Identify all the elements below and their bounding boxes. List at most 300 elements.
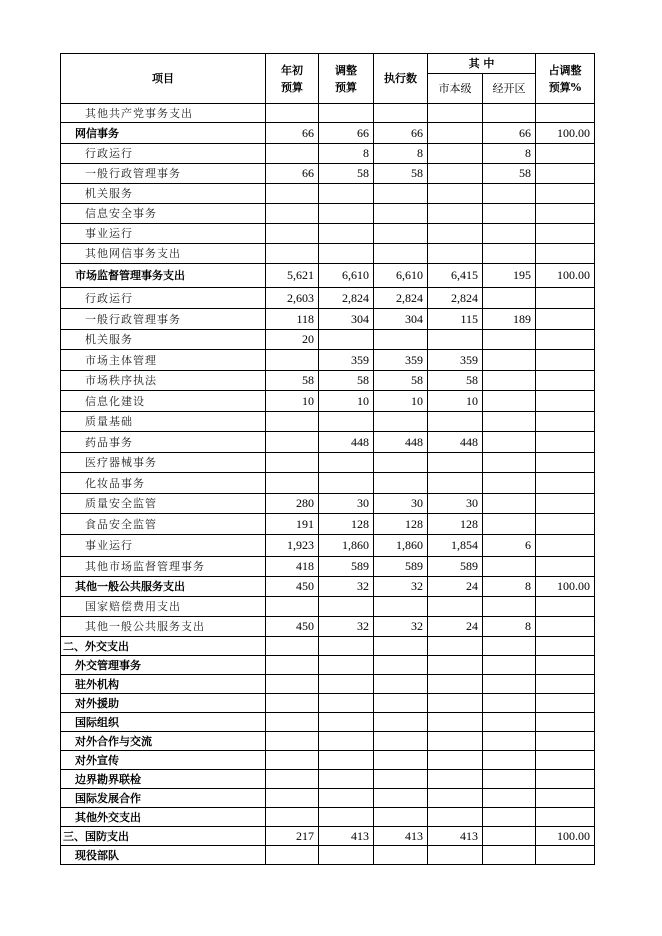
row-value bbox=[536, 557, 595, 577]
row-value: 448 bbox=[374, 432, 428, 453]
row-value bbox=[319, 770, 374, 789]
row-value bbox=[266, 751, 319, 770]
row-value bbox=[319, 104, 374, 123]
row-value bbox=[319, 789, 374, 808]
row-value: 589 bbox=[319, 557, 374, 577]
row-value bbox=[266, 432, 319, 453]
row-value bbox=[374, 846, 428, 865]
row-value bbox=[266, 637, 319, 656]
row-value bbox=[266, 732, 319, 751]
row-value bbox=[319, 597, 374, 617]
row-value bbox=[536, 330, 595, 350]
row-value bbox=[374, 184, 428, 204]
row-item-name: 市场监督管理事务支出 bbox=[61, 264, 266, 288]
row-value bbox=[536, 412, 595, 432]
row-value bbox=[483, 412, 536, 432]
row-value bbox=[536, 184, 595, 204]
row-value bbox=[536, 656, 595, 675]
row-item-name: 对外宣传 bbox=[61, 751, 266, 770]
table-body bbox=[61, 104, 595, 865]
table-row bbox=[61, 391, 595, 412]
row-value bbox=[428, 751, 483, 770]
row-value bbox=[374, 412, 428, 432]
row-item-name: 一般行政管理事务 bbox=[61, 309, 266, 330]
table-row bbox=[61, 184, 595, 204]
row-item-name: 市场秩序执法 bbox=[61, 371, 266, 391]
row-value bbox=[536, 789, 595, 808]
row-value: 66 bbox=[319, 123, 374, 144]
row-value: 128 bbox=[319, 514, 374, 535]
row-value: 448 bbox=[428, 432, 483, 453]
row-value bbox=[266, 808, 319, 827]
row-value bbox=[536, 453, 595, 473]
row-value bbox=[536, 675, 595, 694]
row-item-name: 三、国防支出 bbox=[61, 827, 266, 846]
row-value: 359 bbox=[319, 350, 374, 371]
row-value bbox=[428, 846, 483, 865]
row-value bbox=[428, 675, 483, 694]
table-row bbox=[61, 577, 595, 597]
row-value bbox=[266, 104, 319, 123]
row-value bbox=[483, 432, 536, 453]
row-value: 448 bbox=[319, 432, 374, 453]
col-header-share-pct: 占调整 预算% bbox=[536, 54, 595, 104]
row-value bbox=[536, 204, 595, 224]
row-value bbox=[266, 789, 319, 808]
row-value: 66 bbox=[266, 164, 319, 184]
row-value: 304 bbox=[319, 309, 374, 330]
row-value bbox=[428, 123, 483, 144]
row-value bbox=[428, 104, 483, 123]
row-value: 100.00 bbox=[536, 264, 595, 288]
row-value: 189 bbox=[483, 309, 536, 330]
row-value bbox=[536, 617, 595, 637]
row-value bbox=[428, 473, 483, 494]
row-value bbox=[374, 597, 428, 617]
row-value: 66 bbox=[483, 123, 536, 144]
table-row bbox=[61, 789, 595, 808]
table-row bbox=[61, 123, 595, 144]
row-value bbox=[483, 204, 536, 224]
row-value bbox=[374, 694, 428, 713]
row-value: 118 bbox=[266, 309, 319, 330]
table-row bbox=[61, 494, 595, 514]
table-row bbox=[61, 371, 595, 391]
row-value: 8 bbox=[483, 577, 536, 597]
row-value bbox=[483, 557, 536, 577]
row-value: 2,824 bbox=[374, 288, 428, 309]
row-value: 6,415 bbox=[428, 264, 483, 288]
row-value bbox=[483, 732, 536, 751]
row-value bbox=[536, 597, 595, 617]
row-value: 58 bbox=[428, 371, 483, 391]
row-value: 32 bbox=[374, 577, 428, 597]
table-row bbox=[61, 770, 595, 789]
row-value bbox=[428, 732, 483, 751]
row-value: 2,824 bbox=[319, 288, 374, 309]
row-value bbox=[536, 371, 595, 391]
row-value bbox=[374, 473, 428, 494]
row-value: 128 bbox=[374, 514, 428, 535]
col-header-executed: 执行数 bbox=[374, 54, 428, 104]
table-row bbox=[61, 473, 595, 494]
table-row bbox=[61, 846, 595, 865]
row-value bbox=[483, 350, 536, 371]
row-value: 1,923 bbox=[266, 535, 319, 557]
row-value: 66 bbox=[266, 123, 319, 144]
row-value: 10 bbox=[266, 391, 319, 412]
row-value bbox=[483, 184, 536, 204]
row-value bbox=[374, 224, 428, 244]
row-value bbox=[428, 224, 483, 244]
row-value: 589 bbox=[374, 557, 428, 577]
table-row bbox=[61, 350, 595, 371]
row-value bbox=[536, 732, 595, 751]
row-value: 6,610 bbox=[374, 264, 428, 288]
row-value: 280 bbox=[266, 494, 319, 514]
table-row bbox=[61, 412, 595, 432]
col-header-adjusted-budget: 调整 预算 bbox=[319, 54, 374, 104]
table-row bbox=[61, 204, 595, 224]
row-value bbox=[536, 808, 595, 827]
row-value: 58 bbox=[483, 164, 536, 184]
row-item-name: 其他一般公共服务支出 bbox=[61, 617, 266, 637]
table-row bbox=[61, 144, 595, 164]
row-value bbox=[536, 751, 595, 770]
row-value: 100.00 bbox=[536, 577, 595, 597]
row-value: 6,610 bbox=[319, 264, 374, 288]
row-item-name: 驻外机构 bbox=[61, 675, 266, 694]
row-value bbox=[428, 244, 483, 264]
row-value bbox=[483, 713, 536, 732]
row-value: 66 bbox=[374, 123, 428, 144]
row-item-name: 市场主体管理 bbox=[61, 350, 266, 371]
row-value: 100.00 bbox=[536, 123, 595, 144]
row-value bbox=[374, 732, 428, 751]
row-value bbox=[483, 675, 536, 694]
row-value bbox=[483, 694, 536, 713]
row-value bbox=[428, 184, 483, 204]
row-item-name: 现役部队 bbox=[61, 846, 266, 865]
row-item-name: 其他共产党事务支出 bbox=[61, 104, 266, 123]
table-row bbox=[61, 732, 595, 751]
row-item-name: 事业运行 bbox=[61, 224, 266, 244]
table-row bbox=[61, 309, 595, 330]
table-row bbox=[61, 637, 595, 656]
row-value bbox=[266, 770, 319, 789]
row-value: 589 bbox=[428, 557, 483, 577]
row-value: 2,824 bbox=[428, 288, 483, 309]
table-row bbox=[61, 675, 595, 694]
row-value bbox=[536, 514, 595, 535]
table-row bbox=[61, 694, 595, 713]
row-item-name: 国际发展合作 bbox=[61, 789, 266, 808]
row-value bbox=[536, 224, 595, 244]
table-row bbox=[61, 808, 595, 827]
row-value bbox=[319, 412, 374, 432]
table-row bbox=[61, 827, 595, 846]
row-value bbox=[536, 391, 595, 412]
row-value: 2,603 bbox=[266, 288, 319, 309]
row-value bbox=[319, 846, 374, 865]
row-value: 450 bbox=[266, 577, 319, 597]
row-value: 5,621 bbox=[266, 264, 319, 288]
row-item-name: 机关服务 bbox=[61, 330, 266, 350]
row-value bbox=[483, 514, 536, 535]
row-value bbox=[374, 204, 428, 224]
row-value bbox=[536, 535, 595, 557]
row-value: 195 bbox=[483, 264, 536, 288]
row-value bbox=[483, 371, 536, 391]
row-value bbox=[374, 770, 428, 789]
row-value bbox=[536, 144, 595, 164]
row-value bbox=[319, 751, 374, 770]
row-value bbox=[319, 713, 374, 732]
col-header-initial-budget: 年初 预算 bbox=[266, 54, 319, 104]
row-item-name: 边界勘界联检 bbox=[61, 770, 266, 789]
row-value bbox=[428, 144, 483, 164]
row-value bbox=[266, 656, 319, 675]
row-value bbox=[428, 770, 483, 789]
row-value bbox=[319, 453, 374, 473]
row-value bbox=[266, 350, 319, 371]
row-value bbox=[319, 204, 374, 224]
row-item-name: 外交管理事务 bbox=[61, 656, 266, 675]
row-value: 217 bbox=[266, 827, 319, 846]
row-item-name: 质量基础 bbox=[61, 412, 266, 432]
row-value: 8 bbox=[374, 144, 428, 164]
row-item-name: 国家赔偿费用支出 bbox=[61, 597, 266, 617]
row-value bbox=[266, 184, 319, 204]
row-value bbox=[319, 675, 374, 694]
col-header-of-which: 其 中 bbox=[428, 54, 536, 74]
row-value bbox=[428, 164, 483, 184]
row-value: 1,860 bbox=[374, 535, 428, 557]
table-row bbox=[61, 535, 595, 557]
row-value bbox=[374, 656, 428, 675]
row-value bbox=[483, 104, 536, 123]
table-row bbox=[61, 288, 595, 309]
row-value: 413 bbox=[319, 827, 374, 846]
row-item-name: 药品事务 bbox=[61, 432, 266, 453]
row-value bbox=[536, 713, 595, 732]
row-value bbox=[483, 637, 536, 656]
row-value bbox=[536, 694, 595, 713]
row-value bbox=[483, 827, 536, 846]
table-row bbox=[61, 514, 595, 535]
row-value bbox=[536, 770, 595, 789]
row-value bbox=[536, 846, 595, 865]
row-value bbox=[536, 432, 595, 453]
row-value bbox=[483, 494, 536, 514]
row-value bbox=[374, 453, 428, 473]
row-value bbox=[483, 330, 536, 350]
row-value bbox=[428, 412, 483, 432]
row-value bbox=[374, 637, 428, 656]
table-row bbox=[61, 617, 595, 637]
row-value bbox=[266, 244, 319, 264]
row-value: 24 bbox=[428, 577, 483, 597]
row-value bbox=[536, 350, 595, 371]
row-item-name: 化妆品事务 bbox=[61, 473, 266, 494]
row-item-name: 其他一般公共服务支出 bbox=[61, 577, 266, 597]
row-value bbox=[319, 732, 374, 751]
row-item-name: 信息安全事务 bbox=[61, 204, 266, 224]
table-row bbox=[61, 597, 595, 617]
row-value bbox=[536, 104, 595, 123]
row-value bbox=[374, 808, 428, 827]
row-value bbox=[483, 288, 536, 309]
row-value bbox=[483, 808, 536, 827]
row-value: 128 bbox=[428, 514, 483, 535]
row-value bbox=[319, 244, 374, 264]
row-value bbox=[483, 244, 536, 264]
row-item-name: 行政运行 bbox=[61, 144, 266, 164]
row-value: 58 bbox=[374, 371, 428, 391]
row-item-name: 医疗器械事务 bbox=[61, 453, 266, 473]
row-value: 30 bbox=[319, 494, 374, 514]
row-value bbox=[374, 713, 428, 732]
row-value bbox=[266, 675, 319, 694]
row-value: 58 bbox=[374, 164, 428, 184]
col-header-city-level: 市本级 bbox=[428, 74, 483, 104]
row-value bbox=[319, 224, 374, 244]
row-value bbox=[266, 412, 319, 432]
row-value bbox=[319, 656, 374, 675]
row-value bbox=[319, 694, 374, 713]
row-value bbox=[428, 789, 483, 808]
row-value: 359 bbox=[374, 350, 428, 371]
row-value bbox=[319, 330, 374, 350]
row-value bbox=[428, 694, 483, 713]
row-value bbox=[428, 713, 483, 732]
table-row bbox=[61, 224, 595, 244]
row-value: 413 bbox=[374, 827, 428, 846]
row-item-name: 行政运行 bbox=[61, 288, 266, 309]
row-value bbox=[374, 789, 428, 808]
row-value bbox=[536, 494, 595, 514]
table-row bbox=[61, 432, 595, 453]
row-value bbox=[483, 597, 536, 617]
row-item-name: 质量安全监管 bbox=[61, 494, 266, 514]
row-value bbox=[536, 288, 595, 309]
row-value bbox=[536, 244, 595, 264]
row-value: 450 bbox=[266, 617, 319, 637]
row-value: 58 bbox=[266, 371, 319, 391]
row-value: 1,860 bbox=[319, 535, 374, 557]
row-value bbox=[266, 694, 319, 713]
row-value bbox=[319, 808, 374, 827]
row-value bbox=[428, 330, 483, 350]
row-value bbox=[266, 713, 319, 732]
row-value bbox=[428, 656, 483, 675]
row-value bbox=[483, 391, 536, 412]
budget-table bbox=[60, 53, 595, 865]
row-item-name: 其他网信事务支出 bbox=[61, 244, 266, 264]
row-value bbox=[266, 453, 319, 473]
row-value: 24 bbox=[428, 617, 483, 637]
row-item-name: 其他市场监督管理事务 bbox=[61, 557, 266, 577]
row-value bbox=[266, 597, 319, 617]
row-item-name: 食品安全监管 bbox=[61, 514, 266, 535]
row-item-name: 对外合作与交流 bbox=[61, 732, 266, 751]
row-value bbox=[483, 751, 536, 770]
row-value: 418 bbox=[266, 557, 319, 577]
table-row bbox=[61, 557, 595, 577]
row-value: 10 bbox=[319, 391, 374, 412]
row-value: 32 bbox=[319, 617, 374, 637]
row-item-name: 二、外交支出 bbox=[61, 637, 266, 656]
row-value: 10 bbox=[374, 391, 428, 412]
row-value bbox=[536, 473, 595, 494]
row-item-name: 事业运行 bbox=[61, 535, 266, 557]
table-row bbox=[61, 751, 595, 770]
row-item-name: 一般行政管理事务 bbox=[61, 164, 266, 184]
row-value: 32 bbox=[374, 617, 428, 637]
row-value bbox=[374, 675, 428, 694]
row-value bbox=[374, 104, 428, 123]
row-value bbox=[428, 808, 483, 827]
table-row bbox=[61, 244, 595, 264]
row-value: 304 bbox=[374, 309, 428, 330]
row-value: 8 bbox=[483, 144, 536, 164]
row-value: 58 bbox=[319, 371, 374, 391]
row-value bbox=[536, 164, 595, 184]
row-value bbox=[536, 309, 595, 330]
row-value bbox=[319, 637, 374, 656]
row-value bbox=[483, 770, 536, 789]
row-value: 32 bbox=[319, 577, 374, 597]
row-value: 20 bbox=[266, 330, 319, 350]
col-header-dev-zone: 经开区 bbox=[483, 74, 536, 104]
row-value bbox=[428, 637, 483, 656]
row-value bbox=[266, 473, 319, 494]
table-row bbox=[61, 164, 595, 184]
row-value bbox=[483, 846, 536, 865]
row-value: 10 bbox=[428, 391, 483, 412]
row-value: 58 bbox=[319, 164, 374, 184]
row-item-name: 其他外交支出 bbox=[61, 808, 266, 827]
row-value bbox=[374, 244, 428, 264]
row-value: 8 bbox=[483, 617, 536, 637]
row-value bbox=[536, 637, 595, 656]
row-item-name: 网信事务 bbox=[61, 123, 266, 144]
row-item-name: 对外援助 bbox=[61, 694, 266, 713]
row-value bbox=[483, 473, 536, 494]
row-value: 1,854 bbox=[428, 535, 483, 557]
row-value bbox=[266, 144, 319, 164]
row-value: 100.00 bbox=[536, 827, 595, 846]
row-value: 191 bbox=[266, 514, 319, 535]
row-value: 30 bbox=[428, 494, 483, 514]
row-item-name: 信息化建设 bbox=[61, 391, 266, 412]
row-item-name: 机关服务 bbox=[61, 184, 266, 204]
row-value bbox=[266, 846, 319, 865]
table-row bbox=[61, 330, 595, 350]
row-value bbox=[374, 751, 428, 770]
table-row bbox=[61, 104, 595, 123]
table-row bbox=[61, 453, 595, 473]
row-value: 115 bbox=[428, 309, 483, 330]
row-value bbox=[428, 597, 483, 617]
row-value bbox=[483, 656, 536, 675]
row-value bbox=[428, 453, 483, 473]
row-value bbox=[266, 204, 319, 224]
row-value: 413 bbox=[428, 827, 483, 846]
col-header-item: 项目 bbox=[61, 54, 266, 104]
row-value: 6 bbox=[483, 535, 536, 557]
row-value bbox=[483, 453, 536, 473]
